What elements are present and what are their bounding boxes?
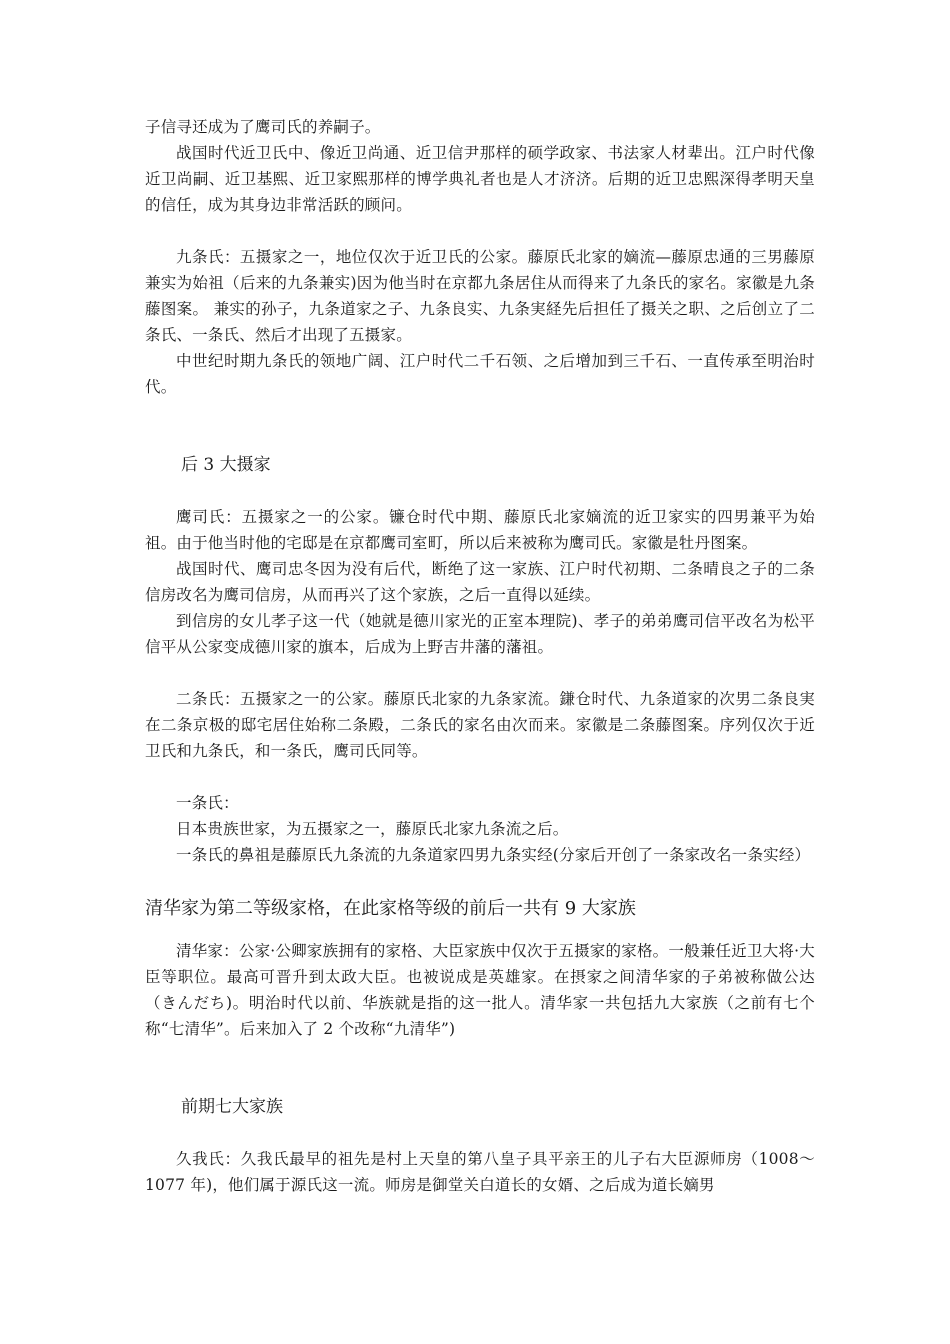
- paragraph: 子信寻还成为了鹰司氏的养嗣子。: [145, 118, 381, 136]
- paragraph: 战国时代近卫氏中、像近卫尚通、近卫信尹那样的硕学政家、书法家人材辈出。江户时代像近卫尚嗣、近卫基熙、近卫家熙那样的博学典礼者也是人才济济。后期的近卫忠熙深得孝明天皇的信任，成为其身边非常活跃的顾问。: [145, 144, 815, 214]
- spacer: [145, 218, 815, 244]
- spacer: [145, 764, 815, 790]
- spacer: [145, 478, 815, 504]
- paragraph: 一条氏的鼻祖是藤原氏九条流的九条道家四男九条实经(分家后开创了一条家改名一条实经）: [176, 846, 811, 864]
- spacer: [145, 400, 815, 452]
- spacer: [145, 868, 815, 894]
- spacer: [145, 1042, 815, 1094]
- paragraph-kujo: 九条氏：五摄家之一，地位仅次于近卫氏的公家。藤原氏北家的嫡流—藤原忠通的三男藤原兼实为始祖（后来的九条兼实)因为他当时在京都九条居住从而得来了九条氏的家名。家徽是九条藤图案。 兼实的孙子，九条道家之子、九条良实、九条実経先后担任了摄关之职、之后创立了二条氏、一条氏、然后才出现了五摄家。: [145, 248, 815, 344]
- paragraph: 日本贵族世家，为五摄家之一，藤原氏北家九条流之后。: [176, 820, 569, 838]
- spacer: [145, 1120, 815, 1146]
- document-body: [145, 114, 815, 1198]
- paragraph: 到信房的女儿孝子这一代（她就是德川家光的正室本理院)、孝子的弟弟鹰司信平改名为松平信平从公家变成德川家的旗本，后成为上野吉井藩的藩祖。: [145, 612, 815, 656]
- section-heading-later-three: 后 3 大摄家: [181, 455, 271, 475]
- section-heading-seiga: 清华家为第二等级家格，在此家格等级的前后一共有 9 大家族: [145, 898, 636, 919]
- paragraph-seiga: 清华家：公家·公卿家族拥有的家格、大臣家族中仅次于五摄家的家格。一般兼任近卫大将·大臣等职位。最高可晋升到太政大臣。也被说成是英雄家。在摂家之间清华家的子弟被称做公达（きんだち)。明治时代以前、华族就是指的这一批人。清华家一共包括九大家族（之前有七个称“七清华”。后来加入了 2 个改称“九清华”): [145, 942, 815, 1038]
- paragraph-takatsukasa: 鹰司氏：五摄家之一的公家。镰仓时代中期、藤原氏北家嫡流的近卫家实的四男兼平为始祖。由于他当时他的宅邸是在京都鹰司室町，所以后来被称为鹰司氏。家徽是牡丹图案。: [145, 508, 815, 552]
- paragraph-nijo: 二条氏：五摄家之一的公家。藤原氏北家的九条家流。鎌仓时代、九条道家的次男二条良実在二条京极的邸宅居住始称二条殿，二条氏的家名由次而来。家徽是二条藤图案。序列仅次于近卫氏和九条氏，和一条氏，鹰司氏同等。: [145, 690, 815, 760]
- spacer: [145, 924, 815, 938]
- section-heading-early-seven: 前期七大家族: [181, 1097, 283, 1117]
- paragraph: 战国时代、鹰司忠冬因为没有后代，断绝了这一家族、江户时代初期、二条晴良之子的二条信房改名为鹰司信房，从而再兴了这个家族，之后一直得以延续。: [145, 560, 815, 604]
- paragraph: 中世纪时期九条氏的领地广阔、江户时代二千石领、之后增加到三千石、一直传承至明治时代。: [145, 352, 815, 396]
- spacer: [145, 660, 815, 686]
- paragraph-ichijo-label: 一条氏：: [176, 794, 239, 812]
- paragraph-koga: 久我氏：久我氏最早的祖先是村上天皇的第八皇子具平亲王的儿子右大臣源师房（1008～1077 年)，他们属于源氏这一流。师房是御堂关白道长的女婿、之后成为道长嫡男: [145, 1150, 815, 1194]
